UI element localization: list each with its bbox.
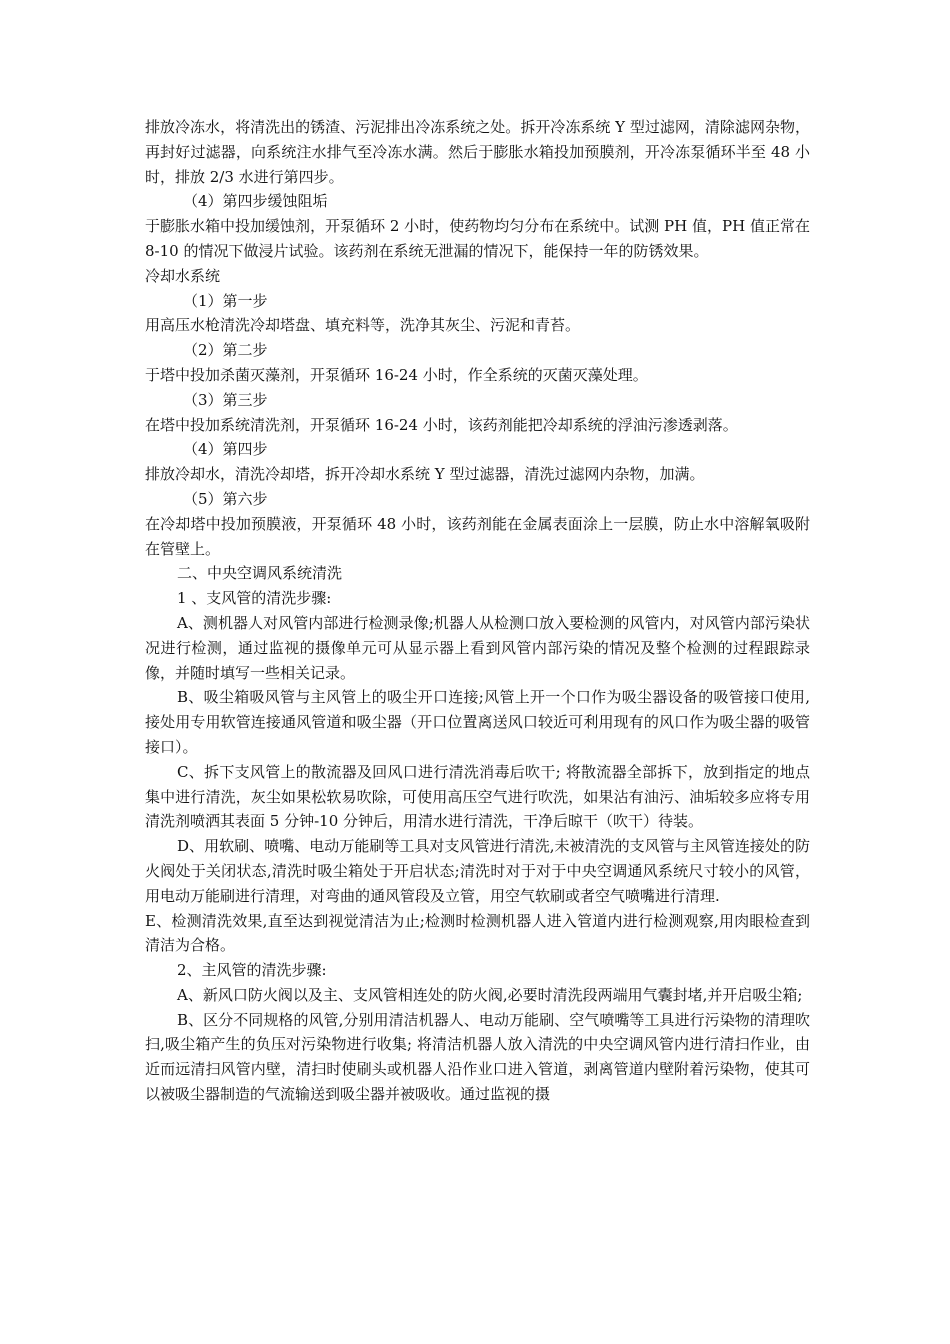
paragraph: B、区分不同规格的风管,分别用清洁机器人、电动万能刷、空气喷嘴等工具进行污染物的清理吹扫,吸尘箱产生的负压对污染物进行收集; 将清洁机器人放入清洗的中央空调风管内进行清扫作业，由近而远清扫风管内壁，清扫时使刷头或机器人沿作业口进入管道，剥离管道内壁附着污染物，使其可以被吸尘器制造的气流输送到吸尘器并被吸收。通过监视的摄 [145,1010,810,1104]
paragraph: 排放冷冻水，将清洗出的锈渣、污泥排出冷冻系统之处。拆开冷冻系统 Y 型过滤网，清除滤网杂物，再封好过滤器，向系统注水排气至冷冻水满。然后于膨胀水箱投加预膜剂，开冷冻泵循环半至 48 小时，排放 2/3 水进行第四步。 [145,118,810,186]
paragraph: 用高压水枪清洗冷却塔盘、填充料等，洗净其灰尘、污泥和青苔。 [145,316,581,335]
paragraph: 排放冷却水，清洗冷却塔，拆开冷却水系统 Y 型过滤器，清洗过滤网内杂物，加满。 [145,465,705,484]
paragraph: 于塔中投加杀菌灭藻剂，开泵循环 16-24 小时，作全系统的灭菌灭藻处理。 [145,365,648,384]
paragraph: E、检测清洗效果,直至达到视觉清洁为止;检测时检测机器人进入管道内进行检测观察,用肉眼检查到清洁为合格。 [145,911,810,955]
step-heading: （3）第三步 [183,390,268,409]
paragraph: A、新风口防火阀以及主、支风管相连处的防火阀,必要时清洗段两端用气囊封堵,并开启吸尘箱; [177,985,803,1004]
paragraph: 二、中央空调风系统清洗 [177,564,343,583]
paragraph: 于膨胀水箱中投加缓蚀剂，开泵循环 2 小时，使药物均匀分布在系统中。试测 PH 值，PH 值正常在 8-10 的情况下做浸片试验。该药剂在系统无泄漏的情况下，能保持一年的防锈效果。 [145,217,810,260]
paragraph: 2、主风管的清洗步骤: [177,961,327,980]
paragraph: 在冷却塔中投加预膜液，开泵循环 48 小时，该药剂能在金属表面涂上一层膜，防止水中溶解氧吸附在管壁上。 [145,514,810,558]
paragraph: 冷却水系统 [145,266,221,285]
document-body [145,115,810,1107]
paragraph: A、测机器人对风管内部进行检测录像;机器人从检测口放入要检测的风管内，对风管内部污染状况进行检测，通过监视的摄像单元可从显示器上看到风管内部污染的情况及整个检测的过程跟踪录像，并随时填写一些相关记录。 [145,613,810,682]
step-heading: （2）第二步 [183,341,268,360]
paragraph: 在塔中投加系统清洗剂，开泵循环 16-24 小时，该药剂能把冷却系统的浮油污渗透剥落。 [145,415,738,434]
step-heading: （1）第一步 [183,291,268,310]
paragraph: 1 、支风管的清洗步骤: [177,589,332,608]
paragraph: B、吸尘箱吸风管与主风管上的吸尘开口连接;风管上开一个口作为吸尘器设备的吸管接口使用,接处用专用软管连接通风管道和吸尘器（开口位置离送风口较近可利用现有的风口作为吸尘器的吸管接口）。 [145,688,810,756]
paragraph: D、用软刷、喷嘴、电动万能刷等工具对支风管进行清洗,未被清洗的支风管与主风管连接处的防火阀处于关闭状态,清洗时吸尘箱处于开启状态;清洗时对于对于中央空调通风系统尺寸较小的风管，用电动万能刷进行清理，对弯曲的通风管段及立管，用空气软刷或者空气喷嘴进行清理. [145,837,810,905]
step-heading: （5）第六步 [183,489,268,508]
step-heading: （4）第四步缓蚀阻垢 [183,192,328,211]
step-heading: （4）第四步 [183,440,268,459]
paragraph: C、拆下支风管上的散流器及回风口进行清洗消毒后吹干; 将散流器全部拆下，放到指定的地点集中进行清洗，灰尘如果松软易吹除，可使用高压空气进行吹洗，如果沾有油污、油垢较多应将专用清洗剂喷洒其表面 5 分钟-10 分钟后，用清水进行清洗，干净后晾干（吹干）待装。 [145,762,810,831]
